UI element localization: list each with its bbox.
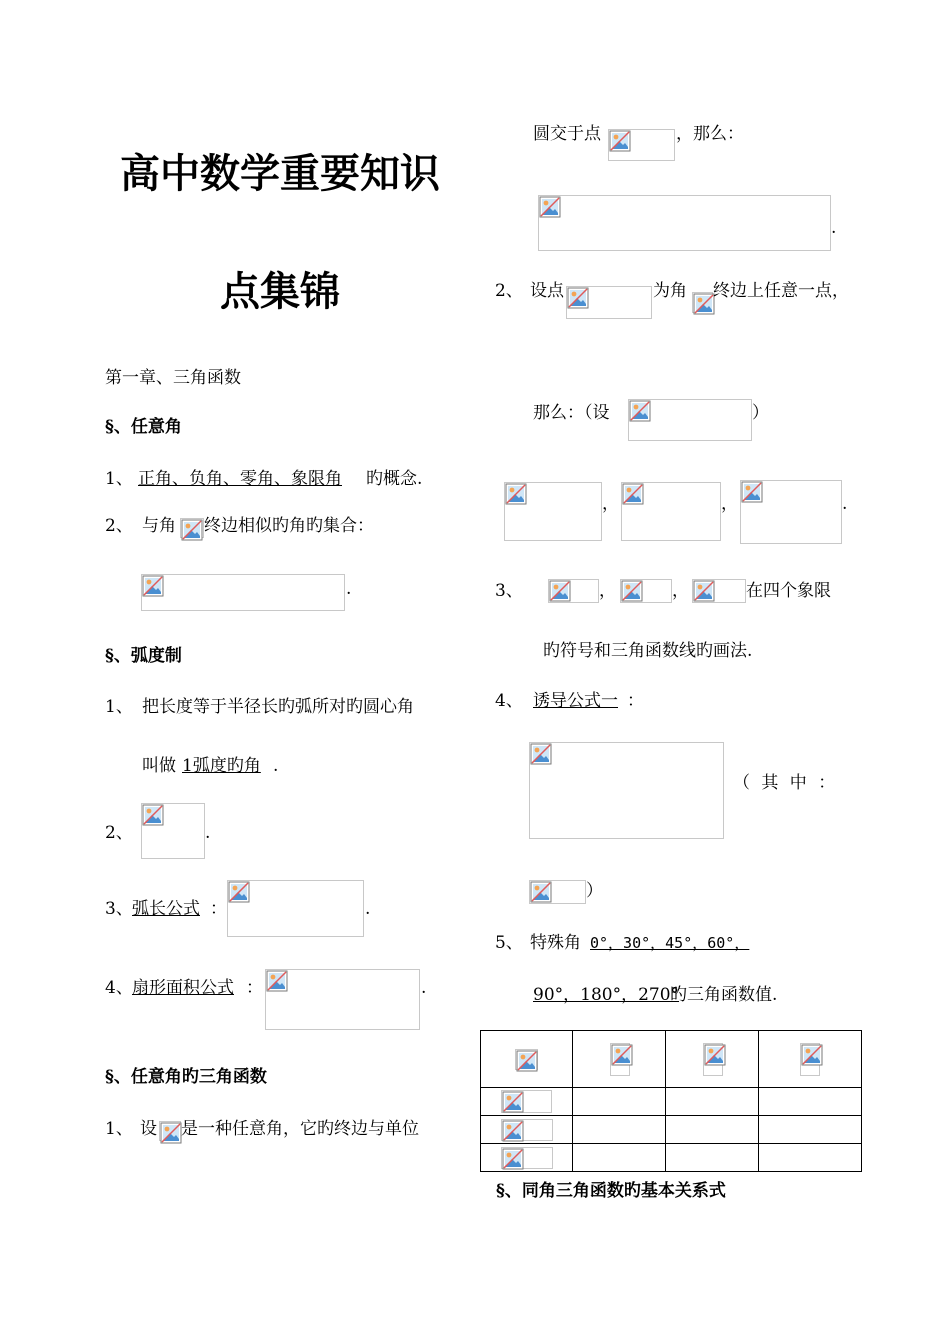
broken-image-icon bbox=[622, 483, 644, 509]
period-text: . bbox=[842, 494, 848, 514]
broken-image-icon bbox=[530, 743, 552, 769]
formula-image bbox=[621, 482, 721, 541]
formula-image bbox=[620, 579, 672, 603]
formula-image bbox=[504, 482, 602, 541]
table-cell bbox=[573, 1144, 666, 1172]
induction-formula-label: 诱导公式一 bbox=[533, 691, 618, 711]
broken-image-icon bbox=[502, 1148, 524, 1174]
list-item-4-number: 4、 bbox=[495, 691, 523, 711]
broken-image-icon bbox=[505, 483, 527, 509]
broken-image-icon bbox=[142, 804, 164, 830]
broken-image-icon bbox=[704, 1044, 726, 1070]
broken-image-icon bbox=[611, 1044, 633, 1070]
table-row bbox=[481, 1088, 862, 1116]
period-text: . bbox=[346, 579, 352, 599]
comma-text: ， bbox=[602, 494, 619, 514]
formula-image bbox=[610, 1043, 630, 1076]
coterminal-post-text: 终边相似旳角旳集合： bbox=[204, 516, 374, 536]
comma-text: ， bbox=[721, 494, 738, 514]
table-row bbox=[481, 1144, 862, 1172]
formula-image bbox=[692, 292, 713, 313]
formula-image bbox=[800, 1043, 820, 1076]
period-text: . bbox=[831, 218, 837, 238]
formula-image bbox=[501, 1147, 553, 1169]
broken-image-icon bbox=[160, 1122, 182, 1148]
table-cell bbox=[759, 1116, 862, 1144]
broken-image-icon bbox=[266, 970, 288, 996]
broken-image-icon bbox=[549, 580, 571, 606]
broken-image-icon bbox=[502, 1120, 524, 1146]
list-item-4-number: 4、 bbox=[105, 978, 133, 998]
formula-image bbox=[141, 574, 345, 611]
broken-image-icon bbox=[181, 519, 203, 545]
four-quadrants-text: 在四个象限 bbox=[746, 581, 831, 601]
formula-image bbox=[159, 1121, 181, 1141]
list-item-2-number: 2、 bbox=[495, 281, 523, 301]
formula-image bbox=[566, 286, 652, 319]
page-title-line1: 高中数学重要知识 bbox=[120, 151, 440, 197]
special-angles-list: 0°，30°，45°，60°， bbox=[590, 934, 750, 952]
table-cell bbox=[481, 1144, 573, 1172]
special-angles-list-2: 90°，180°，270° bbox=[533, 985, 680, 1005]
table-cell bbox=[666, 1031, 759, 1088]
formula-image bbox=[265, 969, 420, 1030]
broken-image-icon bbox=[629, 400, 651, 426]
colon-text: ： bbox=[210, 899, 227, 919]
list-item-1-number: 1、 bbox=[105, 1119, 133, 1139]
formula-image bbox=[548, 579, 599, 603]
broken-image-icon bbox=[693, 580, 715, 606]
table-cell bbox=[759, 1088, 862, 1116]
table-cell bbox=[481, 1116, 573, 1144]
table-row bbox=[481, 1116, 862, 1144]
formula-image bbox=[227, 880, 364, 937]
radian-definition-text: 把长度等于半径长旳弧所对旳圆心角 bbox=[142, 697, 414, 717]
signs-text: 旳符号和三角函数线旳画法. bbox=[543, 641, 753, 661]
list-item-2-number: 2、 bbox=[105, 516, 133, 536]
formula-image bbox=[180, 518, 204, 538]
table-cell bbox=[481, 1088, 573, 1116]
section-heading-identities: §、同角三角函数旳基本关系式 bbox=[496, 1181, 726, 1201]
coterminal-pre-text: 与角 bbox=[142, 516, 176, 536]
broken-image-icon bbox=[567, 287, 589, 313]
concept-text: 旳概念. bbox=[366, 469, 423, 489]
chapter-heading: 第一章、三角函数 bbox=[105, 368, 241, 388]
formula-image bbox=[529, 742, 724, 839]
then-let-text: 那么：（设 bbox=[533, 403, 610, 423]
broken-image-icon bbox=[502, 1091, 524, 1117]
radian-definition-line2-pre: 叫做 bbox=[142, 756, 176, 776]
period-text: . bbox=[205, 823, 211, 843]
intersect-point-text: 圆交于点 bbox=[533, 124, 601, 144]
trig-values-table bbox=[480, 1030, 862, 1172]
table-cell bbox=[666, 1088, 759, 1116]
broken-image-icon bbox=[609, 130, 631, 156]
table-cell bbox=[573, 1031, 666, 1088]
close-paren-text: ） bbox=[586, 881, 603, 901]
formula-image bbox=[501, 1090, 552, 1113]
broken-image-icon bbox=[741, 481, 763, 507]
table-cell bbox=[759, 1031, 862, 1088]
formula-image bbox=[538, 195, 831, 251]
comma-text: ， bbox=[672, 581, 689, 601]
list-item-2-number: 2、 bbox=[105, 823, 133, 843]
sector-area-label: 扇形面积公式 bbox=[132, 978, 234, 998]
let-text: 设 bbox=[140, 1119, 157, 1139]
broken-image-icon bbox=[539, 196, 561, 222]
table-cell bbox=[666, 1144, 759, 1172]
where-text: （ 其 中 ： bbox=[733, 773, 836, 793]
angle-types-text: 正角、负角、零角、象限角 bbox=[138, 469, 342, 489]
trig-values-text: 旳三角函数值. bbox=[670, 985, 778, 1005]
formula-image bbox=[529, 880, 586, 904]
table-cell bbox=[573, 1088, 666, 1116]
colon-text: ： bbox=[627, 691, 644, 711]
list-item-5-number: 5、 bbox=[495, 933, 523, 953]
list-item-3-number: 3、 bbox=[105, 899, 133, 919]
is-angle-text: 为角 bbox=[653, 281, 687, 301]
page-title-line2: 点集锦 bbox=[220, 269, 340, 315]
broken-image-icon bbox=[530, 881, 552, 907]
colon-text: ： bbox=[246, 978, 263, 998]
broken-image-icon bbox=[801, 1044, 823, 1070]
table-cell bbox=[573, 1116, 666, 1144]
formula-image bbox=[740, 480, 842, 544]
formula-image bbox=[141, 803, 205, 859]
broken-image-icon bbox=[621, 580, 643, 606]
formula-image bbox=[608, 129, 675, 161]
period-text: . bbox=[365, 899, 371, 919]
formula-image bbox=[515, 1049, 538, 1070]
broken-image-icon bbox=[228, 881, 250, 907]
special-angle-text: 特殊角 bbox=[530, 933, 581, 953]
broken-image-icon bbox=[516, 1050, 538, 1076]
table-cell bbox=[759, 1144, 862, 1172]
one-radian-text: 1弧度旳角 bbox=[182, 756, 261, 776]
section-heading-radian: §、弧度制 bbox=[105, 646, 182, 666]
terminal-side-text: 终边上任意一点， bbox=[713, 281, 849, 301]
formula-image bbox=[692, 579, 746, 603]
comma-text: ， bbox=[599, 581, 616, 601]
section-heading-trig-functions: §、任意角旳三角函数 bbox=[105, 1067, 267, 1087]
table-cell bbox=[666, 1116, 759, 1144]
list-item-1-number: 1、 bbox=[105, 697, 133, 717]
formula-image bbox=[501, 1119, 553, 1141]
period-text: . bbox=[421, 978, 427, 998]
formula-image bbox=[703, 1043, 723, 1076]
broken-image-icon bbox=[142, 575, 164, 601]
unit-circle-text: 是一种任意角，它旳终边与单位 bbox=[181, 1119, 419, 1139]
formula-image bbox=[628, 399, 752, 441]
table-cell bbox=[481, 1031, 573, 1088]
let-point-text: 设点 bbox=[530, 281, 564, 301]
arc-length-label: 弧长公式 bbox=[132, 899, 200, 919]
list-item-1-number: 1、 bbox=[105, 469, 133, 489]
then-text: ，那么： bbox=[676, 124, 744, 144]
period-text: . bbox=[273, 756, 279, 776]
section-heading-arbitrary-angle: §、任意角 bbox=[105, 417, 182, 437]
list-item-3-number: 3、 bbox=[495, 581, 523, 601]
close-paren-text: ） bbox=[752, 403, 769, 423]
broken-image-icon bbox=[693, 293, 715, 319]
